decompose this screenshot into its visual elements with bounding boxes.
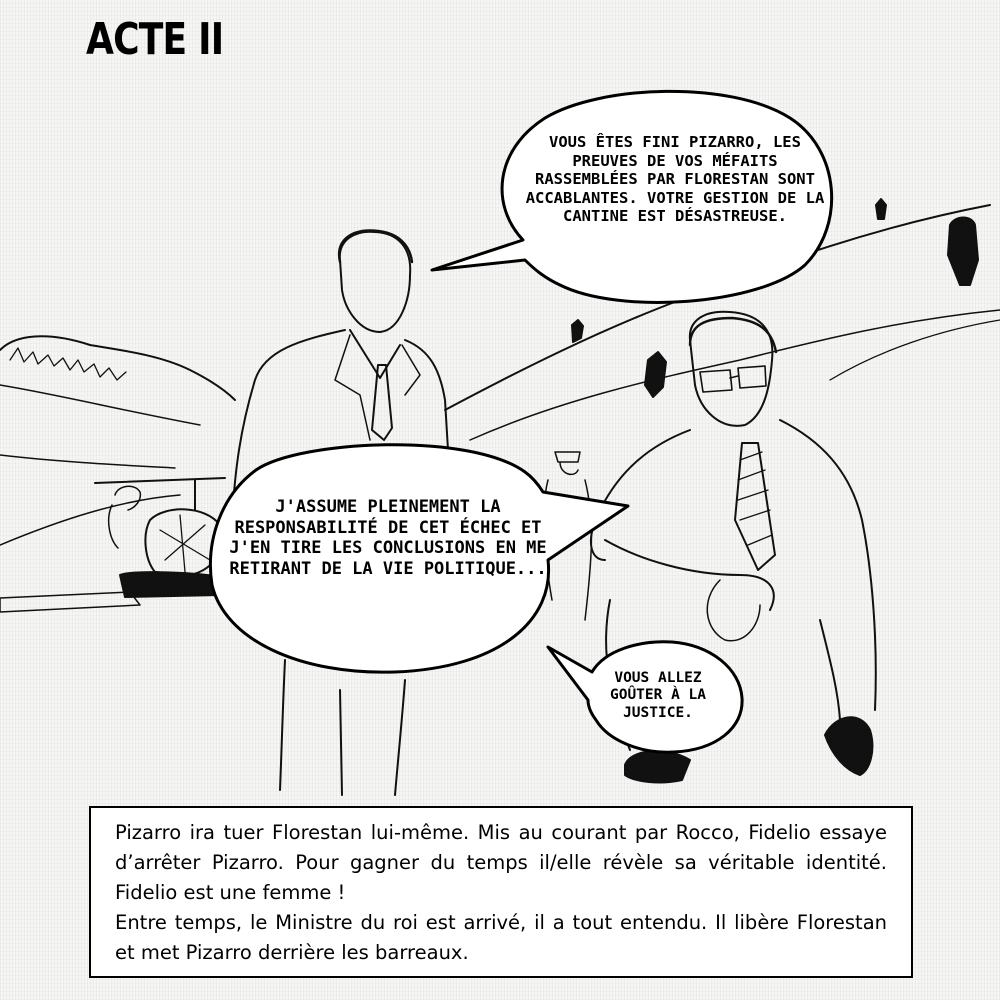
speech-bubble-top-right: VOUS ÊTES FINI PIZARRO, LES PREUVES DE VOS MÉFAITS RASSEMBLÉES PAR FLORESTAN SONT ACCABLANTES. VOTRE GESTION DE LA CANTINE EST DÉSASTREUSE. bbox=[525, 133, 825, 226]
man-kneeling-shoe-left bbox=[625, 751, 690, 783]
distant-figure-4 bbox=[572, 320, 583, 342]
forest-texture bbox=[10, 348, 126, 380]
man-standing-head bbox=[340, 232, 410, 332]
caption-paragraph-2: Entre temps, le Ministre du roi est arrivé, il a tout entendu. Il libère Florestan et met Pizarro derrière les barreaux. bbox=[115, 911, 887, 964]
helicopter-rotor bbox=[95, 478, 225, 483]
distant-figure-3 bbox=[645, 352, 666, 397]
distant-figure-1 bbox=[948, 218, 978, 286]
right-hill-lower bbox=[470, 310, 1000, 440]
man-standing-collar bbox=[350, 330, 400, 378]
man-standing-lapel bbox=[335, 335, 420, 440]
caption-paragraph-1: Pizarro ira tuer Florestan lui-même. Mis au courant par Rocco, Fidelio essaye d’arrêter Pizarro. Pour gagner du temps il/elle révèle sa véritable identité. Fidelio est une femme ! bbox=[115, 821, 887, 904]
forest-hill bbox=[0, 336, 235, 400]
man-kneeling-hand bbox=[707, 580, 760, 641]
speech-bubble-middle-left: J'ASSUME PLEINEMENT LA RESPONSABILITÉ DE CET ÉCHEC ET J'EN TIRE LES CONCLUSIONS EN ME RETIRANT DE LA VIE POLITIQUE... bbox=[229, 497, 547, 580]
man-kneeling-hair bbox=[690, 318, 776, 352]
field-line bbox=[0, 385, 200, 425]
man-standing-legs bbox=[280, 660, 405, 795]
man-kneeling-glasses bbox=[700, 366, 766, 392]
helicopter-skid bbox=[120, 572, 225, 597]
man-kneeling-tie bbox=[735, 443, 775, 570]
helicopter-frame bbox=[160, 515, 210, 572]
ground-line bbox=[0, 455, 175, 468]
distant-figure-2 bbox=[876, 199, 886, 219]
right-hill-far bbox=[830, 320, 1000, 380]
speech-bubble-bottom-right: VOUS ALLEZ GOÛTER À LA JUSTICE. bbox=[609, 670, 707, 721]
caption-box bbox=[89, 806, 913, 978]
pilot-figure bbox=[109, 486, 141, 548]
man-kneeling-shoe-right bbox=[825, 717, 872, 775]
road-line bbox=[0, 495, 180, 545]
act-title: ACTE II bbox=[86, 14, 224, 65]
man-standing-hair bbox=[339, 231, 412, 262]
platform bbox=[0, 592, 140, 612]
